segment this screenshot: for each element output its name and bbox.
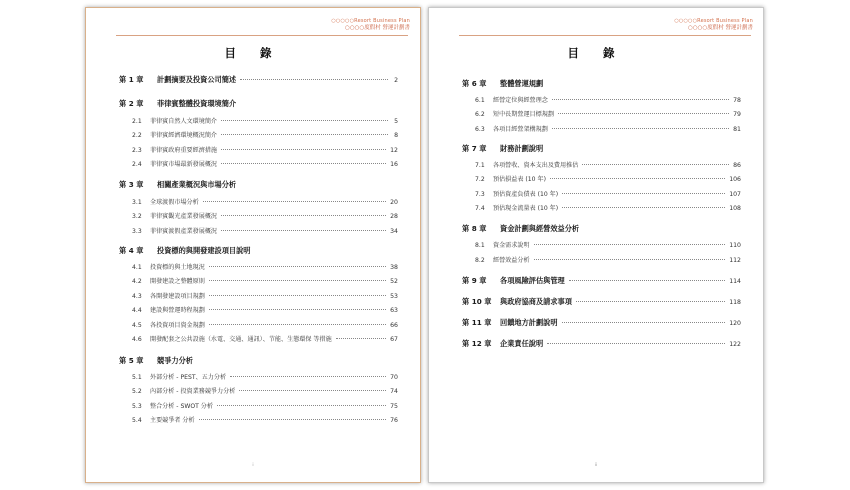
section-title: 主要競爭者 分析 (150, 417, 195, 424)
toc-section-entry (119, 159, 398, 168)
section-number: 5.1 (132, 374, 142, 381)
section-title: 預估資產負債表 (10 年) (493, 191, 559, 198)
toc-section-entry (462, 189, 741, 198)
page-number: 114 (729, 278, 741, 285)
chapter-label: 第 6 章 (462, 79, 487, 88)
dot-leader (221, 163, 386, 164)
chapter-title: 相關產業概況與市場分析 (157, 180, 237, 189)
dot-leader (221, 134, 388, 135)
toc-page-right (428, 7, 764, 483)
running-header (674, 18, 753, 32)
toc-section-entry (119, 372, 398, 381)
section-number: 2.1 (132, 118, 142, 125)
section-title: 各項營收、資本支出及費用推估 (493, 162, 579, 169)
chapter-label: 第 2 章 (119, 99, 144, 108)
toc-section-entry (119, 276, 398, 285)
chapter-label: 第 7 章 (462, 144, 487, 153)
page-number: 112 (729, 257, 741, 264)
dot-leader (547, 343, 725, 344)
dot-leader (534, 259, 726, 260)
section-number: 5.3 (132, 403, 142, 410)
section-title: 菲律賓市場最新發展概況 (150, 161, 218, 168)
toc-section-entry (119, 291, 398, 300)
dot-leader (562, 207, 725, 208)
toc-section-entry (119, 320, 398, 329)
page-number: 108 (729, 205, 741, 212)
dot-leader (582, 164, 729, 165)
page-number: 38 (390, 264, 398, 271)
section-title: 全球渡假市場分析 (150, 199, 199, 206)
dot-leader (209, 280, 386, 281)
page-number: 5 (394, 118, 398, 125)
toc-section-entry (119, 116, 398, 125)
toc-chapter-entry (462, 224, 741, 234)
section-number: 6.1 (475, 97, 485, 104)
section-number: 3.2 (132, 213, 142, 220)
chapter-title: 計劃摘要及投資公司簡述 (157, 75, 237, 84)
dot-leader (550, 178, 725, 179)
section-number: 2.2 (132, 132, 142, 139)
section-title: 各投資項目資金規劃 (150, 322, 205, 329)
page-number: 53 (390, 293, 398, 300)
toc-section-entry (462, 203, 741, 212)
dot-leader (239, 390, 386, 391)
page-number: 106 (729, 176, 741, 183)
dot-leader (209, 309, 386, 310)
page-number-footer: ii (594, 463, 598, 468)
chapter-title: 企業責任說明 (500, 339, 544, 348)
header-english: ○○○○○Resort Business Plan (331, 18, 410, 24)
dot-leader (221, 230, 386, 231)
section-title: 菲律賓政府重要經濟措施 (150, 147, 218, 154)
section-number: 4.5 (132, 322, 142, 329)
section-number: 6.2 (475, 111, 485, 118)
dot-leader (221, 149, 386, 150)
dot-leader (209, 295, 386, 296)
page-number: 107 (729, 191, 741, 198)
page-number: 122 (729, 341, 741, 348)
section-number: 2.3 (132, 147, 142, 154)
header-english: ○○○○○Resort Business Plan (674, 18, 753, 24)
chapter-label: 第 10 章 (462, 297, 492, 306)
page-number: 28 (390, 213, 398, 220)
section-number: 7.1 (475, 162, 485, 169)
toc-title: 目 錄 (224, 46, 282, 60)
toc-section-entry (119, 211, 398, 220)
toc-chapter-entry (462, 276, 741, 286)
toc-section-entry (119, 226, 398, 235)
toc-chapter-entry (462, 144, 741, 154)
section-title: 經營效益分析 (493, 257, 530, 264)
page-number: 2 (394, 77, 398, 84)
page-number: 74 (390, 388, 398, 395)
header-rule (116, 35, 408, 36)
page-number: 12 (390, 147, 398, 154)
chapter-title: 競爭力分析 (157, 356, 193, 365)
header-chinese: ○○○○度假村 營運計劃書 (345, 25, 410, 31)
page-number-footer: i (252, 463, 254, 468)
toc-section-entry (462, 109, 741, 118)
chapter-label: 第 8 章 (462, 224, 487, 233)
page-number: 8 (394, 132, 398, 139)
page-number: 75 (390, 403, 398, 410)
page-number: 120 (729, 320, 741, 327)
section-number: 3.3 (132, 228, 142, 235)
section-number: 6.3 (475, 126, 485, 133)
toc-chapter-entry (462, 339, 741, 349)
chapter-title: 財務計劃說明 (500, 144, 544, 153)
chapter-title: 與政府協商及請求事項 (500, 297, 572, 306)
toc-section-entry (119, 305, 398, 314)
page-number: 70 (390, 374, 398, 381)
toc-section-entry (119, 262, 398, 271)
dot-leader (562, 322, 726, 323)
chapter-label: 第 3 章 (119, 180, 144, 189)
section-title: 開發配套之公共設施（水電、交通、通訊）、节能、生態環保 等措施 (150, 336, 332, 343)
section-number: 2.4 (132, 161, 142, 168)
chapter-label: 第 1 章 (119, 75, 144, 84)
toc-title: 目 錄 (567, 46, 625, 60)
dot-leader (558, 113, 729, 114)
dot-leader (552, 99, 729, 100)
toc-section-entry (462, 95, 741, 104)
chapter-label: 第 11 章 (462, 318, 492, 327)
section-number: 4.2 (132, 278, 142, 285)
page-number: 20 (390, 199, 398, 206)
section-number: 8.2 (475, 257, 485, 264)
toc-chapter-entry (119, 356, 398, 366)
toc-chapter-entry (119, 180, 398, 190)
header-rule (459, 35, 751, 36)
page-number: 81 (733, 126, 741, 133)
toc-chapter-entry (119, 75, 398, 85)
page-number: 79 (733, 111, 741, 118)
running-header (331, 18, 410, 32)
toc-section-entry (462, 240, 741, 249)
section-title: 菲律賓渡假產業發展概況 (150, 228, 218, 235)
chapter-label: 第 9 章 (462, 276, 487, 285)
section-number: 4.6 (132, 336, 142, 343)
section-title: 菲律賓經濟環境概況簡介 (150, 132, 218, 139)
chapter-title: 投資標的與開發建設項目說明 (157, 246, 251, 255)
page-number: 67 (390, 336, 398, 343)
section-number: 5.4 (132, 417, 142, 424)
toc-section-entry (119, 334, 398, 343)
chapter-label: 第 12 章 (462, 339, 492, 348)
section-number: 4.1 (132, 264, 142, 271)
toc-section-entry (119, 130, 398, 139)
section-title: 建設與營運時程規劃 (150, 307, 205, 314)
section-title: 內部分析 - 投資業務競爭力分析 (150, 388, 236, 395)
dot-leader (230, 376, 386, 377)
section-title: 預估損益表 (10 年) (493, 176, 546, 183)
toc-chapter-entry (119, 99, 398, 109)
section-title: 投資標的與土地現況 (150, 264, 205, 271)
toc-page-left (85, 7, 421, 483)
page-number: 86 (733, 162, 741, 169)
section-title: 資金需求說明 (493, 242, 530, 249)
section-title: 短中長期營運目標規劃 (493, 111, 554, 118)
dot-leader (562, 193, 725, 194)
section-title: 開發建設之整體原則 (150, 278, 205, 285)
dot-leader (534, 244, 726, 245)
toc-section-entry (119, 415, 398, 424)
toc-section-entry (462, 174, 741, 183)
dot-leader (199, 419, 387, 420)
section-title: 外部分析 - PEST、五力分析 (150, 374, 227, 381)
toc-section-entry (119, 386, 398, 395)
section-number: 7.3 (475, 191, 485, 198)
page-number: 52 (390, 278, 398, 285)
chapter-title: 菲律賓整體投資環境簡介 (157, 99, 237, 108)
dot-leader (209, 266, 386, 267)
page-number: 78 (733, 97, 741, 104)
dot-leader (203, 201, 386, 202)
toc-section-entry (119, 145, 398, 154)
dot-leader (552, 128, 729, 129)
section-title: 整合分析 - SWOT 分析 (150, 403, 213, 410)
toc-section-entry (119, 197, 398, 206)
chapter-title: 整體營運規劃 (500, 79, 544, 88)
section-title: 菲律賓觀光產業發展概況 (150, 213, 218, 220)
dot-leader (221, 215, 386, 216)
section-title: 各開發建設項目規劃 (150, 293, 205, 300)
dot-leader (569, 280, 725, 281)
toc-chapter-entry (119, 246, 398, 256)
toc-chapter-entry (462, 297, 741, 307)
dot-leader (240, 79, 388, 80)
page-number: 118 (729, 299, 741, 306)
chapter-title: 資金計劃與經營效益分析 (500, 224, 580, 233)
page-number: 110 (729, 242, 741, 249)
page-number: 34 (390, 228, 398, 235)
toc-section-entry (462, 255, 741, 264)
chapter-label: 第 4 章 (119, 246, 144, 255)
page-number: 66 (390, 322, 398, 329)
section-title: 預估現金流量表 (10 年) (493, 205, 559, 212)
section-title: 菲律賓自然人文環境簡介 (150, 118, 218, 125)
chapter-title: 回饋地方計劃說明 (500, 318, 558, 327)
section-number: 7.4 (475, 205, 485, 212)
chapter-label: 第 5 章 (119, 356, 144, 365)
dot-leader (209, 324, 386, 325)
page-number: 63 (390, 307, 398, 314)
section-title: 經營定位與經營理念 (493, 97, 548, 104)
toc-section-entry (119, 401, 398, 410)
section-number: 5.2 (132, 388, 142, 395)
dot-leader (217, 405, 386, 406)
toc-chapter-entry (462, 318, 741, 328)
dot-leader (576, 301, 725, 302)
section-number: 4.3 (132, 293, 142, 300)
section-number: 8.1 (475, 242, 485, 249)
chapter-title: 各項風險評估與管理 (500, 276, 565, 285)
section-title: 各項目經營架構規劃 (493, 126, 548, 133)
section-number: 7.2 (475, 176, 485, 183)
toc-section-entry (462, 124, 741, 133)
dot-leader (221, 120, 388, 121)
section-number: 3.1 (132, 199, 142, 206)
header-chinese: ○○○○度假村 營運計劃書 (688, 25, 753, 31)
toc-chapter-entry (462, 79, 741, 89)
section-number: 4.4 (132, 307, 142, 314)
toc-section-entry (462, 160, 741, 169)
page-number: 16 (390, 161, 398, 168)
dot-leader (336, 338, 386, 339)
page-number: 76 (390, 417, 398, 424)
